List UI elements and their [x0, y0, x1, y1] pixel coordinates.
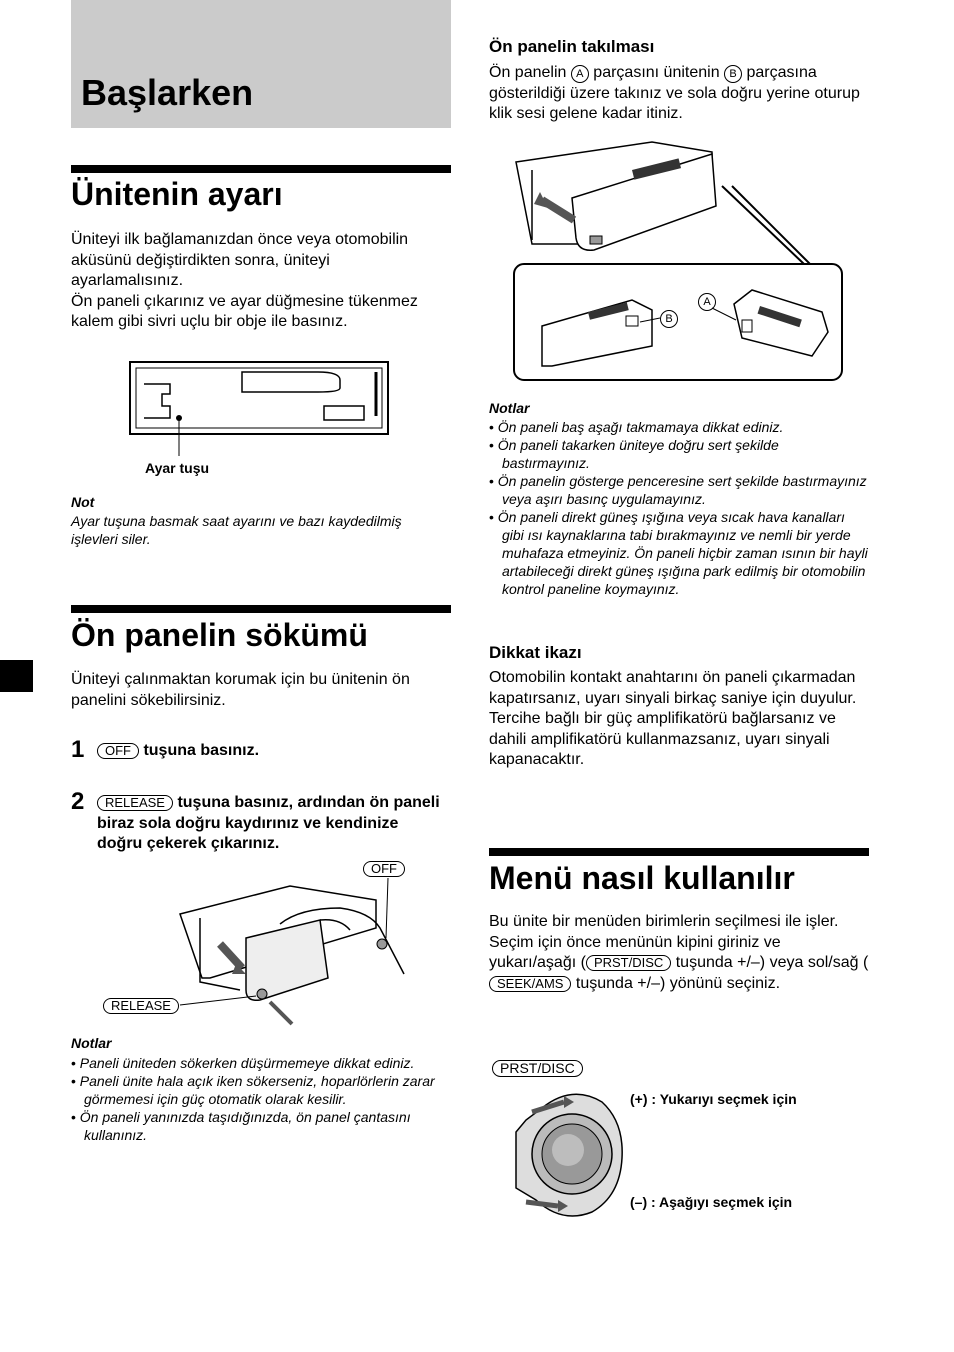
seek-ams-key: SEEK/AMS — [489, 976, 571, 992]
notes-title: Notlar — [71, 1035, 112, 1051]
release-key: RELEASE — [103, 998, 179, 1014]
part-b-label: B — [660, 310, 678, 328]
section-body-unit-reset: Üniteyi ilk bağlamanızdan önce veya otomobilin aküsünü değiştirdikten sonra, üniteyi ayarlamalısınız. Ön paneli çıkarınız ve ayar düğmesine tükenmez kalem gibi sivri uçlu bir obje ile basınız. — [71, 231, 418, 330]
step-2-text: RELEASE tuşuna basınız, ardından ön paneli biraz sola doğru kaydırınız ve kendinize doğru çekerek çıkarınız. — [97, 794, 440, 852]
list-item: • Ön paneli direkt güneş ışığına veya sıcak hava kanalları gibi ısı kaynaklarına tabi bırakmayınız ve nemli bir yerde muhafaza etmeyiniz. Ön paneli hiçbir zaman ısının bir hayli artabileceği direkt güneş ışığına park edilmiş bir otomobilin kontrol paneline koymayınız. — [489, 508, 869, 598]
panel-attach-illustration — [512, 140, 847, 385]
part-a-label: A — [698, 293, 716, 311]
notes-list — [71, 1054, 449, 1144]
section-rule — [71, 165, 451, 173]
step-number: 1 — [71, 736, 85, 763]
prst-disc-key: PRST/DISC — [586, 955, 671, 971]
part-a-mark: A — [571, 65, 589, 83]
section-title-panel-attach: Ön panelin takılması — [489, 37, 655, 56]
prst-disc-key: PRST/DISC — [492, 1060, 583, 1077]
section-body-panel-attach: Ön panelin A parçasını ünitenin B parçasına gösterildiği üzere takınız ve sola doğru yerine oturup klik sesi gelene kadar itiniz. — [489, 64, 860, 122]
list-item: • Ön paneli yanınızda taşıdığınızda, ön panel çantasını kullanınız. — [71, 1108, 449, 1144]
control-dial-illustration — [512, 1088, 632, 1220]
off-key: OFF — [97, 743, 139, 759]
note-title: Not — [71, 494, 95, 510]
release-key: RELEASE — [97, 795, 173, 811]
notes-title: Notlar — [489, 400, 530, 416]
notes-list — [489, 418, 869, 598]
step-number: 2 — [71, 788, 85, 815]
panel-removal-illustration — [180, 878, 410, 1028]
off-key: OFF — [363, 861, 405, 877]
step-1-text: OFF tuşuna basınız. — [97, 741, 447, 762]
reset-button-label: Ayar tuşu — [145, 460, 210, 476]
section-title-panel-removal: Ön panelin sökümü — [71, 617, 368, 653]
section-rule — [71, 605, 451, 613]
list-item: • Ön paneli baş aşağı takmamaya dikkat ediniz. — [489, 418, 869, 436]
list-item: • Ön panelin gösterge penceresine sert şekilde bastırmayınız veya aşırı basınç uygulamayınız. — [489, 472, 869, 508]
section-body-menu: Bu ünite bir menüden birimlerin seçilmesi ile işler. Seçim için önce menünün kipini giriniz ve yukarı/aşağı ( PRST/DISC tuşunda +/–) veya sol/sağ (SEEK/AMS tuşunda +/–) yönünü seçiniz. — [489, 913, 869, 992]
plus-label: (+) : Yukarıyı seçmek için — [630, 1091, 797, 1107]
list-item: • Paneli üniteden sökerken düşürmemeye dikkat ediniz. — [71, 1054, 449, 1072]
section-body-warning: Otomobilin kontakt anahtarını ön paneli çıkarmadan kapatırsanız, uyarı sinyali birkaç saniye için duyulur. Tercihe bağlı bir güç amplifikatörü bağlarsanız ve dahili amplifikatörü kullanmazsanız, uyarı sinyali kapanacaktır. — [489, 669, 857, 768]
page-edge-tab — [0, 660, 33, 692]
list-item: • Paneli ünite hala açık iken sökerseniz, hoparlörlerin zarar görmemesi için güç otomatik olarak kesilir. — [71, 1072, 449, 1108]
chapter-header-box — [71, 0, 451, 128]
section-title-unit-reset: Ünitenin ayarı — [71, 176, 283, 212]
section-title-menu: Menü nasıl kullanılır — [489, 860, 795, 896]
section-rule — [489, 848, 869, 856]
part-b-mark: B — [724, 65, 742, 83]
list-item: • Ön paneli takarken üniteye doğru sert şekilde bastırmayınız. — [489, 436, 869, 472]
chapter-title: Başlarken — [81, 72, 254, 113]
section-body-panel-removal: Üniteyi çalınmaktan korumak için bu ünitenin ön panelini sökebilirsiniz. — [71, 671, 410, 709]
section-title-warning: Dikkat ikazı — [489, 643, 582, 662]
minus-label: (–) : Aşağıyı seçmek için — [630, 1194, 793, 1210]
note-text: Ayar tuşuna basmak saat ayarını ve bazı kaydedilmiş işlevleri siler. — [71, 513, 402, 547]
